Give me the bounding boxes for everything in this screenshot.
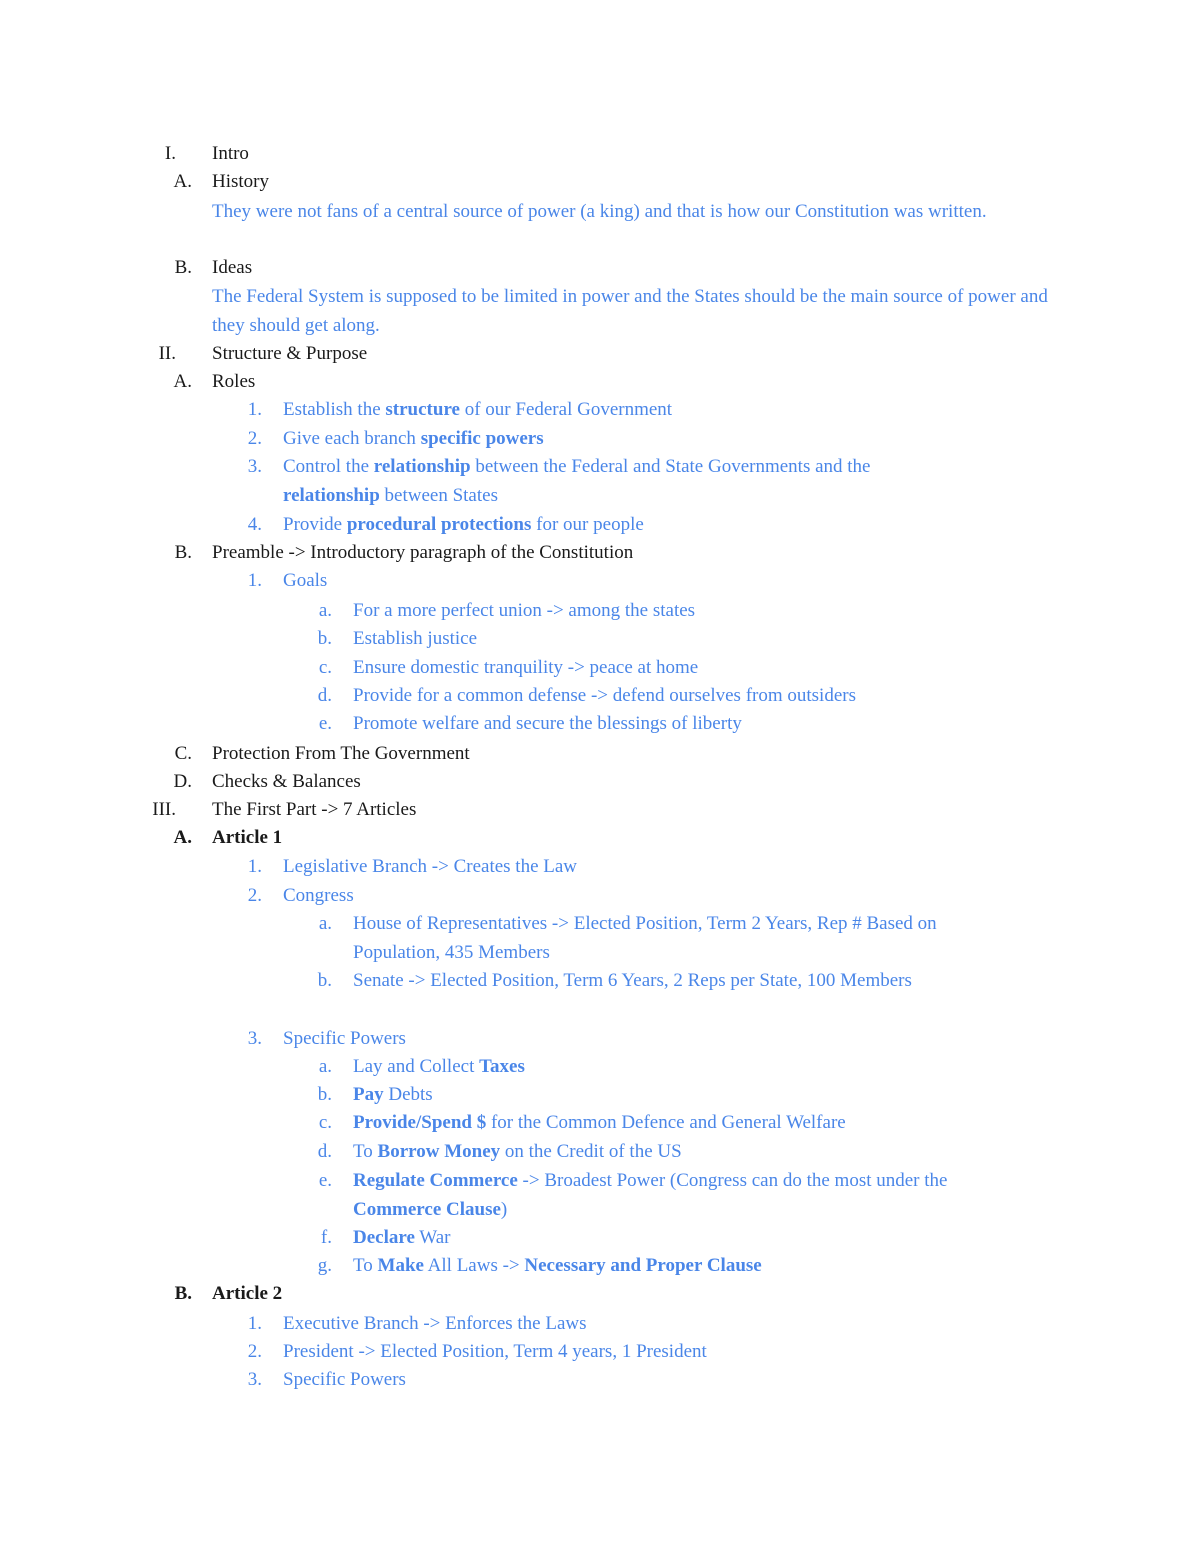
list-marker: g.: [317, 1255, 332, 1276]
list-marker: b.: [317, 628, 332, 649]
list-marker: f.: [320, 1227, 332, 1248]
list-marker: b.: [317, 1084, 332, 1105]
list-marker: 2.: [247, 428, 262, 449]
list-marker: 1.: [247, 856, 262, 877]
list-marker: 1.: [247, 570, 262, 591]
item-title: Checks & Balances: [212, 771, 361, 792]
power-text: Regulate Commerce -> Broadest Power (Congress can do the most under the: [353, 1170, 948, 1191]
item-title: Protection From The Government: [212, 743, 470, 764]
list-marker: 3.: [247, 1369, 262, 1390]
role-text: Establish the structure of our Federal Government: [283, 399, 673, 420]
item-title: Ideas: [212, 257, 253, 278]
list-marker: a.: [318, 1056, 332, 1077]
ideas-note: The Federal System is supposed to be limited in power and the States should be the main source of power and they should get along.: [212, 286, 1048, 336]
article-item-text: President -> Elected Position, Term 4 years, 1 President: [283, 1341, 707, 1362]
item-marker: A.: [173, 827, 192, 848]
list-marker: 3.: [247, 1028, 262, 1049]
power-text: Pay Debts: [353, 1084, 433, 1105]
goal-text: Provide for a common defense -> defend ourselves from outsiders: [353, 685, 856, 706]
item-marker: B.: [174, 542, 192, 563]
list-marker: e.: [318, 713, 332, 734]
section-marker: II.: [158, 343, 176, 364]
goals-title: Goals: [283, 570, 328, 591]
list-marker: a.: [318, 600, 332, 621]
article-item-text: Executive Branch -> Enforces the Laws: [283, 1313, 587, 1334]
congress-text: Senate -> Elected Position, Term 6 Years, 2 Reps per State, 100 Members: [353, 970, 912, 991]
item-title: Article 2: [212, 1283, 283, 1304]
goal-text: For a more perfect union -> among the states: [353, 600, 696, 621]
list-marker: 1.: [247, 1313, 262, 1334]
power-text: To Borrow Money on the Credit of the US: [353, 1141, 682, 1162]
section-title: Structure & Purpose: [212, 343, 368, 364]
list-marker: 2.: [247, 1341, 262, 1362]
article-item-text: Congress: [283, 885, 354, 906]
article-item-text: Legislative Branch -> Creates the Law: [283, 856, 578, 877]
item-marker: A.: [173, 371, 192, 392]
item-marker: A.: [173, 171, 192, 192]
list-marker: d.: [317, 685, 332, 706]
list-marker: 3.: [247, 456, 262, 477]
list-marker: e.: [318, 1170, 332, 1191]
history-note: They were not fans of a central source of power (a king) and that is how our Constitution was written.: [212, 201, 987, 222]
item-title: History: [212, 171, 269, 192]
item-marker: D.: [173, 771, 192, 792]
role-text: Control the relationship between the Federal and State Governments and the: [283, 456, 871, 477]
power-text: To Make All Laws -> Necessary and Proper Clause: [353, 1255, 762, 1276]
item-marker: B.: [174, 1283, 192, 1304]
list-marker: c.: [318, 1112, 332, 1133]
section-title: The First Part -> 7 Articles: [212, 799, 417, 820]
role-text: Provide procedural protections for our people: [283, 514, 644, 535]
item-marker: C.: [174, 743, 192, 764]
power-text: Commerce Clause): [353, 1199, 508, 1220]
goal-text: Ensure domestic tranquility -> peace at home: [353, 657, 699, 678]
item-marker: B.: [174, 257, 192, 278]
congress-text: House of Representatives -> Elected Position, Term 2 Years, Rep # Based on: [353, 913, 937, 934]
item-title: Preamble -> Introductory paragraph of the Constitution: [212, 542, 634, 563]
power-text: Provide/Spend $ for the Common Defence and General Welfare: [353, 1112, 846, 1133]
list-marker: a.: [318, 913, 332, 934]
section-title: Intro: [212, 143, 249, 164]
specific-powers-title: Specific Powers: [283, 1028, 406, 1049]
congress-text: Population, 435 Members: [353, 942, 550, 963]
goal-text: Establish justice: [353, 628, 478, 649]
list-marker: 4.: [247, 514, 262, 535]
role-text: Give each branch specific powers: [283, 428, 544, 449]
item-title: Roles: [212, 371, 256, 392]
list-marker: d.: [317, 1141, 332, 1162]
list-marker: 2.: [247, 885, 262, 906]
section-marker: III.: [152, 799, 176, 820]
list-marker: b.: [317, 970, 332, 991]
power-text: Declare War: [353, 1227, 451, 1248]
section-marker: I.: [164, 143, 176, 164]
role-text: relationship between States: [283, 485, 498, 506]
power-text: Lay and Collect Taxes: [353, 1056, 525, 1077]
goal-text: Promote welfare and secure the blessings of liberty: [353, 713, 742, 734]
item-title: Article 1: [212, 827, 283, 848]
article-item-text: Specific Powers: [283, 1369, 406, 1390]
list-marker: 1.: [247, 399, 262, 420]
list-marker: c.: [318, 657, 332, 678]
